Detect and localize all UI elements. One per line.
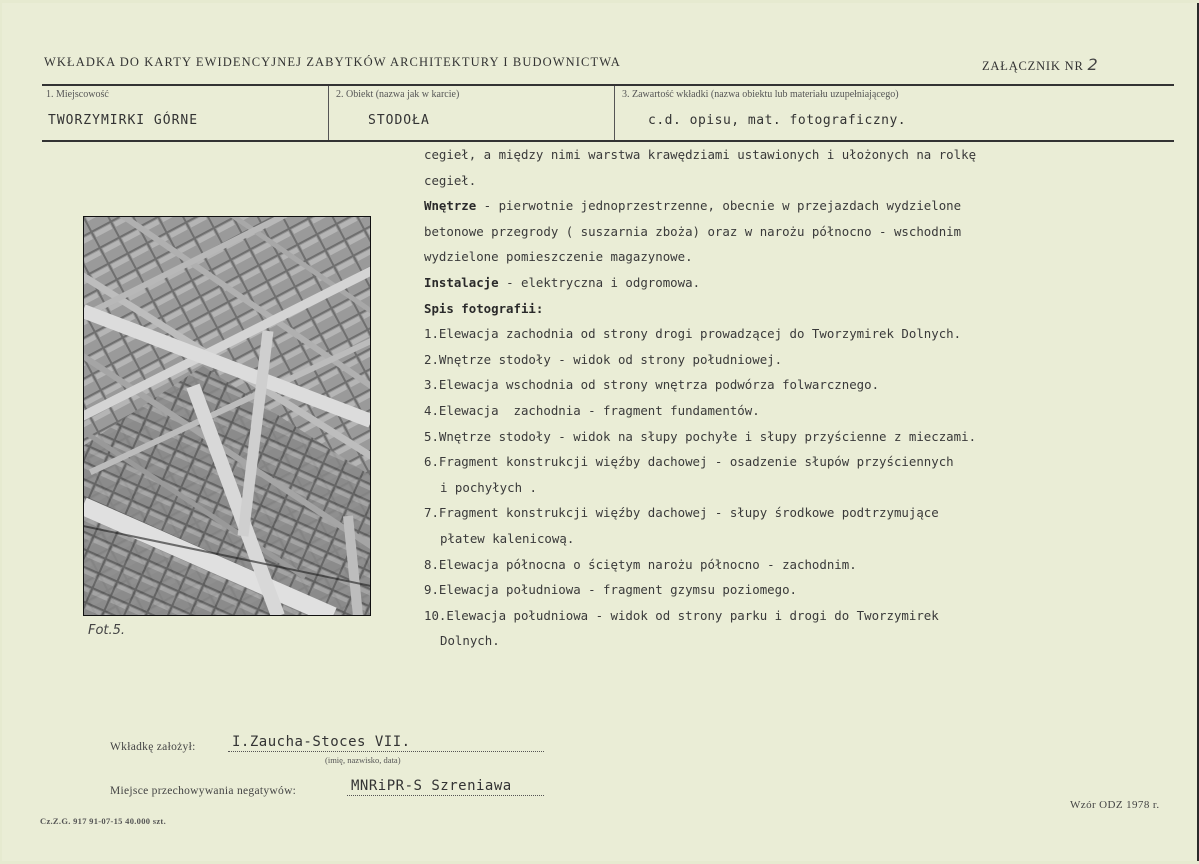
photo-list-item: 10.Elewacja południowa - widok od strony parku i drogi do Tworzymirek: [424, 607, 939, 623]
field-object-value: STODOŁA: [368, 113, 430, 128]
photo-caption: Fot.5.: [88, 623, 126, 638]
photo-list-heading: Spis fotografii:: [424, 300, 544, 316]
barn-interior-photo: [83, 216, 371, 616]
photo-list-item: 6.Fragment konstrukcji więźby dachowej - osadzenie słupów przyściennych: [424, 454, 954, 470]
photo-list-item-continued: Dolnych.: [440, 633, 500, 649]
roof-truss-illustration: [83, 216, 371, 616]
storage-value: MNRiPR-S Szreniawa: [351, 778, 512, 794]
section-heading-interior: Wnętrze: [424, 198, 477, 214]
field-separator: [328, 86, 329, 140]
field-location-label: 1. Miejscowość: [46, 89, 109, 100]
attachment-number-value: 2: [1087, 55, 1099, 74]
photo-list-item: 5.Wnętrze stodoły - widok na słupy pochyłe i słupy przyścienne z mieczami.: [424, 428, 977, 444]
photo-list-item: 8.Elewacja północna o ściętym narożu północno - zachodnim.: [424, 556, 857, 572]
record-card: [2, 3, 1199, 861]
photo-list-item-continued: i pochyłych .: [440, 479, 537, 495]
field-separator: [614, 86, 615, 140]
author-hint: (imię, nazwisko, data): [325, 755, 401, 765]
photo-list-item: 1.Elewacja zachodnia od strony drogi prowadzącej do Tworzymirek Dolnych.: [424, 326, 962, 342]
storage-line: [347, 795, 544, 796]
form-model: Wzór ODZ 1978 r.: [1070, 799, 1160, 811]
description-text: [424, 142, 1192, 654]
photo-list-item: 4.Elewacja zachodnia - fragment fundamentów.: [424, 402, 760, 418]
section-heading-installations: Instalacje: [424, 274, 499, 290]
photo-list-item: 7.Fragment konstrukcji więźby dachowej - słupy środkowe podtrzymujące: [424, 505, 939, 521]
text-line: Wnętrze - pierwotnie jednoprzestrzenne, obecnie w przejazdach wydzielone: [424, 193, 1192, 219]
text-line: Instalacje - elektryczna i odgromowa.: [424, 270, 1192, 296]
field-location-value: TWORZYMIRKI GÓRNE: [48, 113, 199, 128]
text-line: cegieł.: [424, 172, 477, 188]
field-content-label: 3. Zawartość wkładki (nazwa obiektu lub materiału uzupełniającego): [622, 89, 899, 100]
photo-list-item: 3.Elewacja wschodnia od strony wnętrza podwórza folwarcznego.: [424, 377, 880, 393]
author-line: [228, 751, 544, 752]
header-rule-top: [42, 84, 1174, 86]
print-code: Cz.Z.G. 917 91-07-15 40.000 szt.: [40, 816, 166, 826]
author-label: Wkładkę założył:: [110, 741, 196, 753]
field-content-value: c.d. opisu, mat. fotograficzny.: [648, 113, 907, 128]
photo-list-item-continued: płatew kalenicową.: [440, 530, 575, 546]
text-line: cegieł, a między nimi warstwa krawędziami ustawionych i ułożonych na rolkę: [424, 147, 977, 162]
photo-list-item: 2.Wnętrze stodoły - widok od strony południowej.: [424, 351, 783, 367]
attachment-number: [982, 55, 1099, 74]
text-line: betonowe przegrody ( suszarnia zboża) oraz w narożu północno - wschodnim: [424, 223, 962, 239]
attachment-label: ZAŁĄCZNIK NR: [982, 59, 1084, 73]
author-value: I.Zaucha-Stoces VII.: [232, 734, 411, 750]
text-line: wydzielone pomieszczenie magazynowe.: [424, 249, 693, 265]
photo-list-item: 9.Elewacja południowa - fragment gzymsu poziomego.: [424, 582, 797, 598]
storage-label: Miejsce przechowywania negatywów:: [110, 785, 297, 797]
form-title: WKŁADKA DO KARTY EWIDENCYJNEJ ZABYTKÓW ARCHITEKTURY I BUDOWNICTWA: [44, 55, 621, 69]
field-object-label: 2. Obiekt (nazwa jak w karcie): [336, 89, 460, 100]
